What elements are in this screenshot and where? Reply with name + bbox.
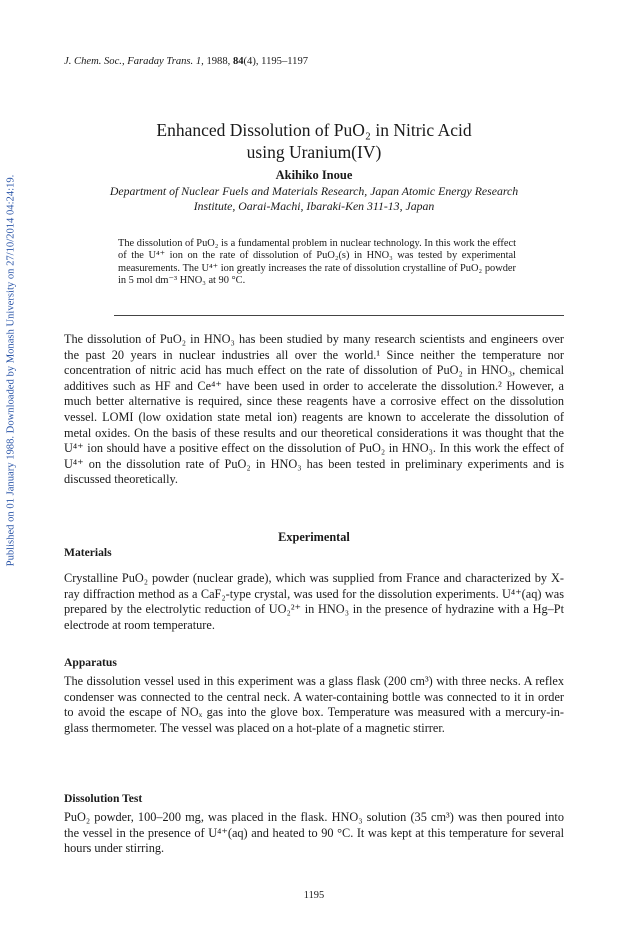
journal-year: 1988,: [206, 56, 231, 67]
affiliation-line-1: Department of Nuclear Fuels and Materials Research, Japan Atomic Energy Research: [109, 184, 519, 198]
journal-name: J. Chem. Soc., Faraday Trans. 1,: [64, 56, 204, 67]
affiliation: [56, 184, 572, 214]
section-heading-experimental: Experimental: [278, 530, 350, 544]
title-line-2: using Uranium(IV): [246, 142, 382, 162]
download-watermark-text: Published on 01 January 1988. Downloaded by Monash University on 27/10/2014 04:24:19.: [5, 174, 17, 566]
apparatus-paragraph: The dissolution vessel used in this experiment was a glass flask (200 cm³) with three necks. A reflex condenser was connected to the central neck. A water-containing bottle was connected to it in order to avoid the escape of NOₓ gas into the glove box. Temperature was measured with a mercury-in-glass thermometer. The vessel was placed on a hot-plate of a magnetic stirrer.: [64, 674, 564, 735]
author-name: Akihiko Inoue: [275, 168, 353, 182]
subheading-apparatus: Apparatus: [64, 656, 117, 669]
journal-issue-pages: (4), 1195–1197: [243, 56, 309, 67]
introduction-paragraph: The dissolution of PuO₂ in HNO₃ has been studied by many research scientists and engineers over the past 20 years in nuclear industries all over the world.¹ Since neither the temperature nor concentration of nitric acid has much effect on the rate of dissolution of PuO₂ in HNO₃, chemical additives such as HF and Ce⁴⁺ have been used in order to accelerate the dissolution.² However, a much better alternative is required, since these reagents have a corrosive effect on the dissolution vessel. LOMI (low oxidation state metal ion) reagents are known to accelerate the dissolution of metal oxides. On the basis of these results and our theoretical considerations it was thought that the U⁴⁺ ion should have a positive effect on the dissolution of PuO₂ in HNO₃. In this work the effect of U⁴⁺ on the dissolution rate of PuO₂ in HNO₃ has been tested in preliminary experiments and is discussed theoretically.: [64, 332, 564, 487]
journal-citation: [64, 56, 308, 67]
title-line-1: Enhanced Dissolution of PuO₂ in Nitric Acid: [156, 120, 472, 140]
subheading-materials: Materials: [64, 546, 112, 559]
dissolution-test-paragraph: PuO₂ powder, 100–200 mg, was placed in the flask. HNO₃ solution (35 cm³) was then poured into the vessel in the presence of U⁴⁺(aq) and heated to 90 °C. It was kept at this temperature for several hours under stirring.: [64, 810, 564, 856]
abstract-divider: [114, 315, 564, 316]
download-watermark: [2, 150, 20, 590]
journal-volume: 84: [232, 56, 244, 67]
article-title: [60, 119, 568, 163]
materials-paragraph: Crystalline PuO₂ powder (nuclear grade), which was supplied from France and characterized by X-ray diffraction method as a CaF₂-type crystal, was used for the dissolution experiments. U⁴⁺(aq) was prepared by the electrolytic reduction of UO₂²⁺ in HNO₃ in the presence of hydrazine with a Hg–Pt electrode at room temperature.: [64, 571, 564, 632]
abstract: The dissolution of PuO₂ is a fundamental problem in nuclear technology. In this work the effect of the U⁴⁺ ion on the rate of dissolution of PuO₂(s) in HNO₃ was tested by experimental measurements. The U⁴⁺ ion greatly increases the rate of dissolution crystalline of PuO₂ powder in 5 mol dm⁻³ HNO₃ at 90 °C.: [118, 238, 516, 287]
subheading-dissolution-test: Dissolution Test: [64, 792, 143, 805]
page-number: 1195: [303, 890, 325, 901]
affiliation-line-2: Institute, Oarai-Machi, Ibaraki-Ken 311-13, Japan: [193, 199, 435, 213]
